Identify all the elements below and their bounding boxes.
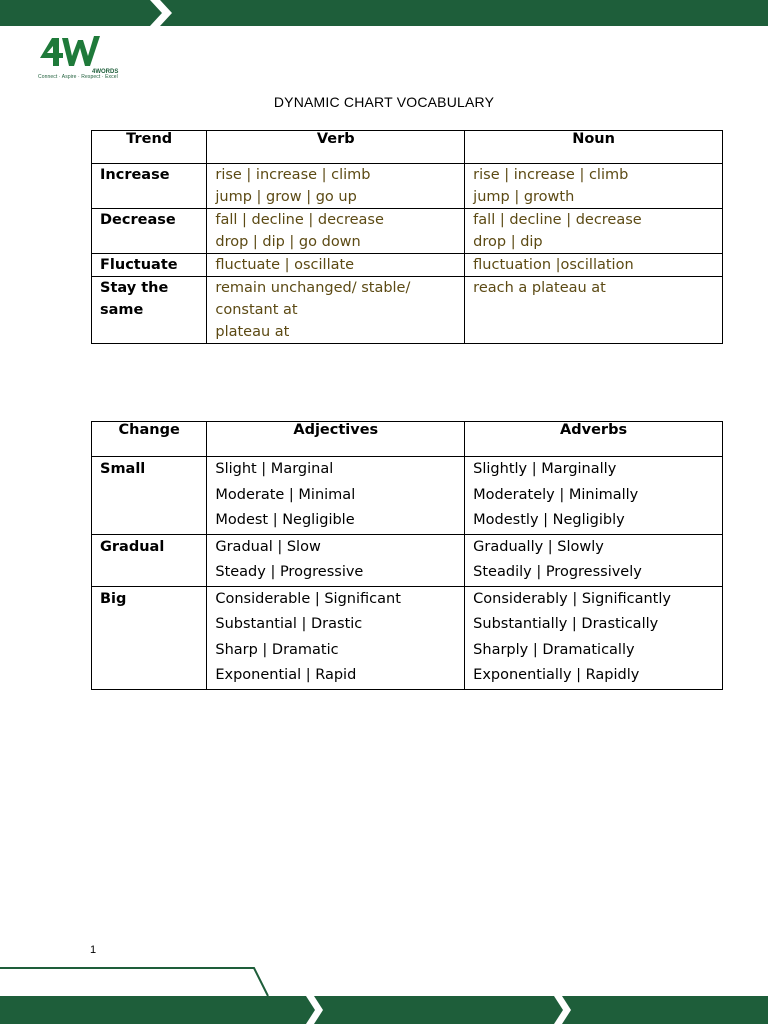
change-vocabulary-table xyxy=(91,421,723,690)
adverb-line: Exponentially | Rapidly xyxy=(473,667,640,683)
noun-line: drop | dip xyxy=(473,234,543,250)
row-label: Big xyxy=(92,586,207,689)
logo-subtext: 4WORDS xyxy=(92,69,119,75)
adverb-line: Steadily | Progressively xyxy=(473,564,642,580)
adverb-line: Gradually | Slowly xyxy=(473,538,604,555)
column-header-change: Change xyxy=(92,422,207,457)
adverb-line: Modestly | Negligibly xyxy=(473,512,625,528)
adverb-line: Substantially | Drastically xyxy=(473,616,659,632)
page-title: DYNAMIC CHART VOCABULARY xyxy=(273,94,495,110)
adjectives-cell xyxy=(207,457,465,535)
row-label-line: Stay the xyxy=(100,280,169,296)
row-label: Increase xyxy=(92,164,207,209)
column-header-adverbs: Adverbs xyxy=(465,422,723,457)
noun-line: jump | growth xyxy=(473,189,575,205)
noun-line: reach a plateau at xyxy=(473,280,606,296)
row-label: Gradual xyxy=(92,534,207,586)
adverbs-cell xyxy=(465,457,723,535)
row-label: Fluctuate xyxy=(92,254,207,277)
column-header-trend: Trend xyxy=(92,131,207,164)
noun-line: fall | decline | decrease xyxy=(473,212,642,228)
adjective-line: Steady | Progressive xyxy=(215,564,364,580)
adjective-line: Sharp | Dramatic xyxy=(215,641,339,658)
column-header-verb: Verb xyxy=(207,131,465,164)
verb-line: jump | grow | go up xyxy=(215,189,357,205)
adjective-line: Modest | Negligible xyxy=(215,512,355,528)
page-number: 1 xyxy=(90,944,97,956)
table-row xyxy=(92,277,723,344)
header-band xyxy=(0,0,768,26)
adjective-line: Slight | Marginal xyxy=(215,461,334,477)
noun-cell xyxy=(465,209,723,254)
table-row xyxy=(92,254,723,277)
adjective-line: Considerable | Significant xyxy=(215,590,401,607)
row-label: Decrease xyxy=(92,209,207,254)
adverb-line: Considerably | Significantly xyxy=(473,590,671,607)
noun-line: rise | increase | climb xyxy=(473,167,629,183)
adjective-line: Moderate | Minimal xyxy=(215,486,356,503)
verb-line: drop | dip | go down xyxy=(215,234,361,250)
table-row xyxy=(92,164,723,209)
verb-cell xyxy=(207,277,465,344)
trend-vocabulary-table xyxy=(91,130,723,344)
table-row xyxy=(92,534,723,586)
noun-cell xyxy=(465,277,723,344)
adjective-line: Gradual | Slow xyxy=(215,538,321,555)
verb-line: fall | decline | decrease xyxy=(215,212,384,228)
table-row xyxy=(92,586,723,689)
row-label xyxy=(92,277,207,344)
noun-cell xyxy=(465,164,723,209)
row-label: Small xyxy=(92,457,207,535)
logo-tagline: Connect · Aspire · Respect · Excel xyxy=(38,74,118,80)
table-row xyxy=(92,209,723,254)
table-row xyxy=(92,457,723,535)
table-header-row xyxy=(92,131,723,164)
verb-line: constant at xyxy=(215,302,298,318)
verb-line: remain unchanged/ stable/ xyxy=(215,280,411,296)
verb-cell xyxy=(207,164,465,209)
verb-cell xyxy=(207,209,465,254)
adjective-line: Exponential | Rapid xyxy=(215,667,357,683)
adjective-line: Substantial | Drastic xyxy=(215,616,363,632)
adverb-line: Sharply | Dramatically xyxy=(473,641,635,658)
noun-cell xyxy=(465,254,723,277)
footer-band xyxy=(0,960,768,1024)
verb-cell xyxy=(207,254,465,277)
verb-line: fluctuate | oscillate xyxy=(215,257,355,273)
adjectives-cell xyxy=(207,534,465,586)
adverbs-cell xyxy=(465,534,723,586)
adjectives-cell xyxy=(207,586,465,689)
adverb-line: Slightly | Marginally xyxy=(473,461,617,477)
table-header-row xyxy=(92,422,723,457)
adverbs-cell xyxy=(465,586,723,689)
noun-line: fluctuation |oscillation xyxy=(473,257,634,273)
column-header-adjectives: Adjectives xyxy=(207,422,465,457)
verb-line: plateau at xyxy=(215,324,290,340)
row-label-line: same xyxy=(100,302,144,318)
verb-line: rise | increase | climb xyxy=(215,167,371,183)
adverb-line: Moderately | Minimally xyxy=(473,486,639,503)
column-header-noun: Noun xyxy=(465,131,723,164)
